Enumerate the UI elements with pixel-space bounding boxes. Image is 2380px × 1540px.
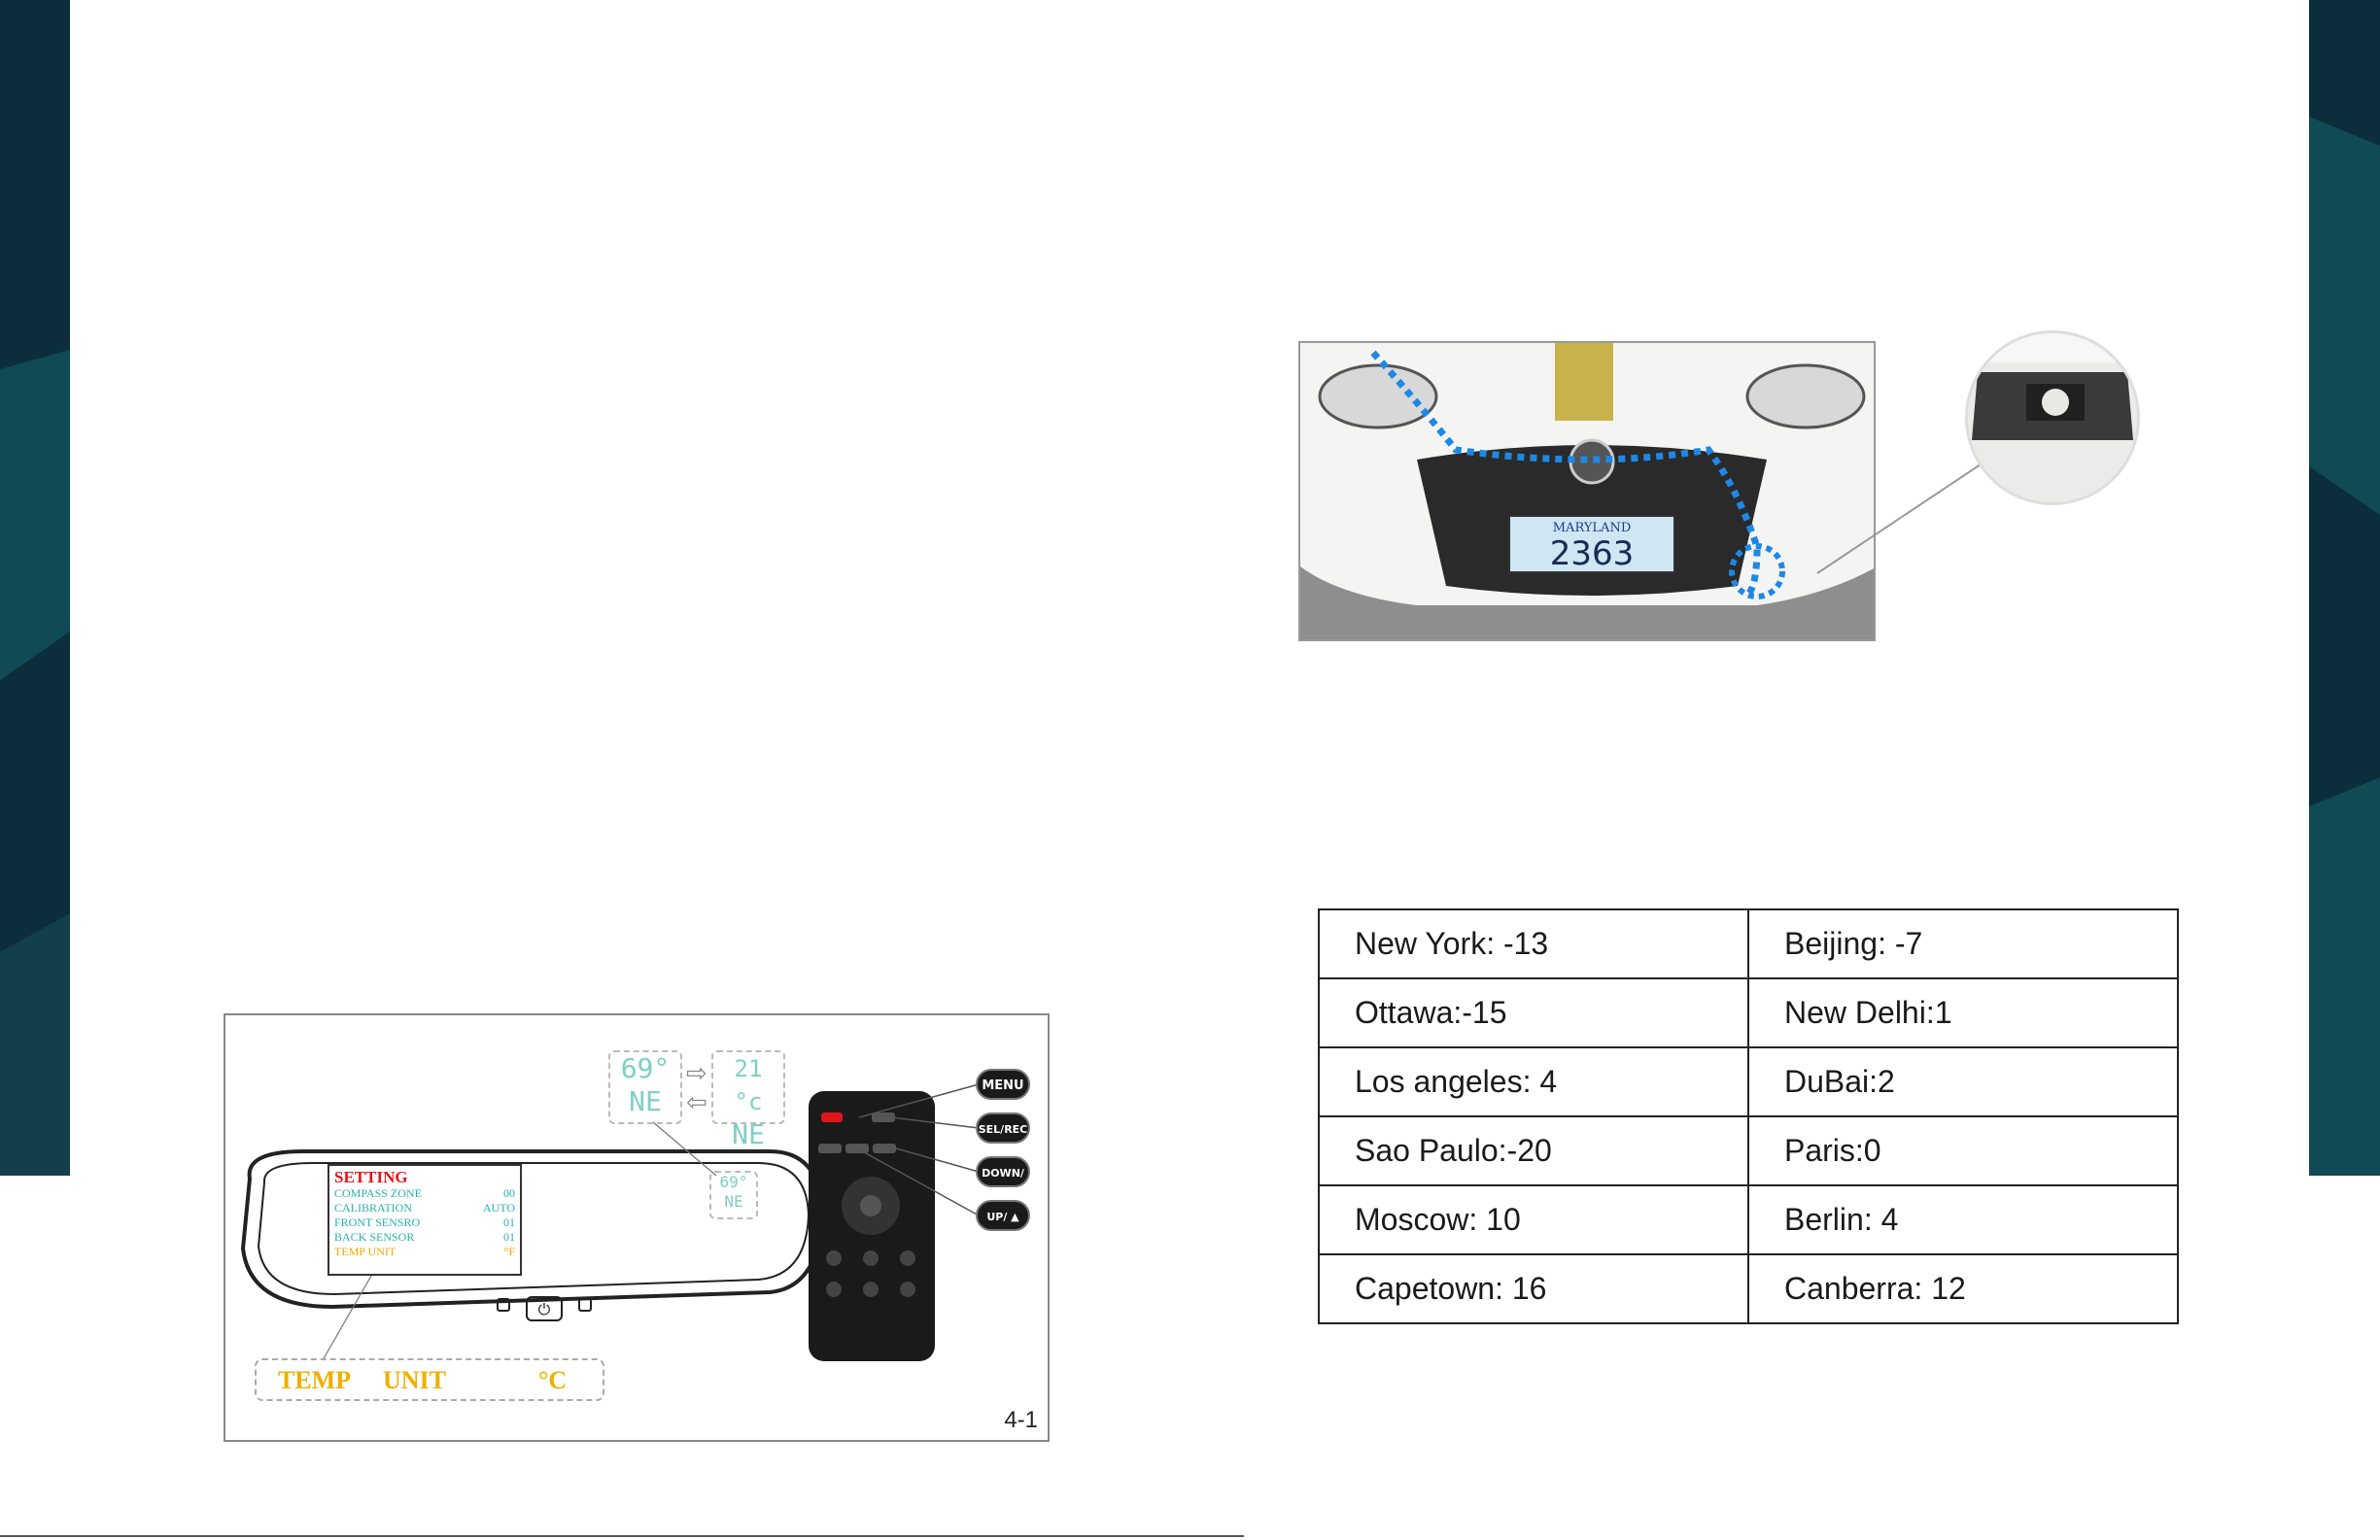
settings-row-temp-unit: TEMP UNIT °F	[334, 1245, 515, 1258]
left-decorative-panel	[0, 0, 70, 1176]
svg-text:⏻: ⏻	[537, 1300, 551, 1318]
table-cell: Los angeles: 4	[1319, 1047, 1748, 1116]
settings-title: SETTING	[334, 1168, 408, 1186]
remote-sel-rec-button: SEL/REC	[976, 1112, 1030, 1144]
zoom-callout-line	[1808, 437, 2002, 583]
settings-row: BACK SENSOR 01	[334, 1230, 515, 1244]
figure-4-1	[224, 1013, 1050, 1442]
settings-row: COMPASS ZONE 00	[334, 1186, 515, 1200]
table-row	[1319, 1047, 2178, 1116]
remote-up-button: UP/ ▲	[976, 1200, 1030, 1231]
table-cell: Ottawa:-15	[1319, 978, 1748, 1047]
lcd-readout-top-right: 21 °c NE	[711, 1050, 785, 1124]
table-cell: Capetown: 16	[1319, 1254, 1748, 1323]
sensor-zoom-photo	[1965, 330, 2140, 505]
table-cell: Sao Paulo:-20	[1319, 1116, 1748, 1185]
mirror-settings-screen	[328, 1164, 522, 1276]
remote-menu-button: MENU	[976, 1069, 1030, 1100]
arrow-icon: ⇦	[686, 1087, 707, 1116]
page-bottom-rule	[0, 1535, 1244, 1537]
settings-row: FRONT SENSRO 01	[334, 1215, 515, 1229]
table-cell: Paris:0	[1748, 1116, 2178, 1185]
table-row	[1319, 1185, 2178, 1254]
table-cell: Berlin: 4	[1748, 1185, 2178, 1254]
table-cell: Moscow: 10	[1319, 1185, 1748, 1254]
lcd-readout-mirror: 69° NE	[709, 1171, 758, 1219]
lcd-readout-top-left: 69° NE	[608, 1050, 682, 1124]
plate-state: MARYLAND	[1552, 521, 1632, 535]
table-row	[1319, 1116, 2178, 1185]
arrow-icon: ⇨	[686, 1058, 707, 1087]
table-row	[1319, 978, 2178, 1047]
table-cell: Canberra: 12	[1748, 1254, 2178, 1323]
plate-number: 2363	[1549, 534, 1635, 573]
table-cell: New York: -13	[1319, 909, 1748, 978]
table-cell: Beijing: -7	[1748, 909, 2178, 978]
table-cell: DuBai:2	[1748, 1047, 2178, 1116]
right-decorative-panel	[2309, 0, 2380, 1176]
temp-unit-callout: TEMP UNIT °C	[255, 1358, 604, 1401]
table-row	[1319, 909, 2178, 978]
remote-down-button: DOWN/	[976, 1156, 1030, 1187]
car-front-photo	[1298, 341, 1876, 641]
figure-number: 4-1	[1004, 1407, 1038, 1433]
time-zone-table	[1318, 908, 2179, 1324]
settings-row: CALIBRATION AUTO	[334, 1201, 515, 1215]
table-row	[1319, 1254, 2178, 1323]
table-cell: New Delhi:1	[1748, 978, 2178, 1047]
